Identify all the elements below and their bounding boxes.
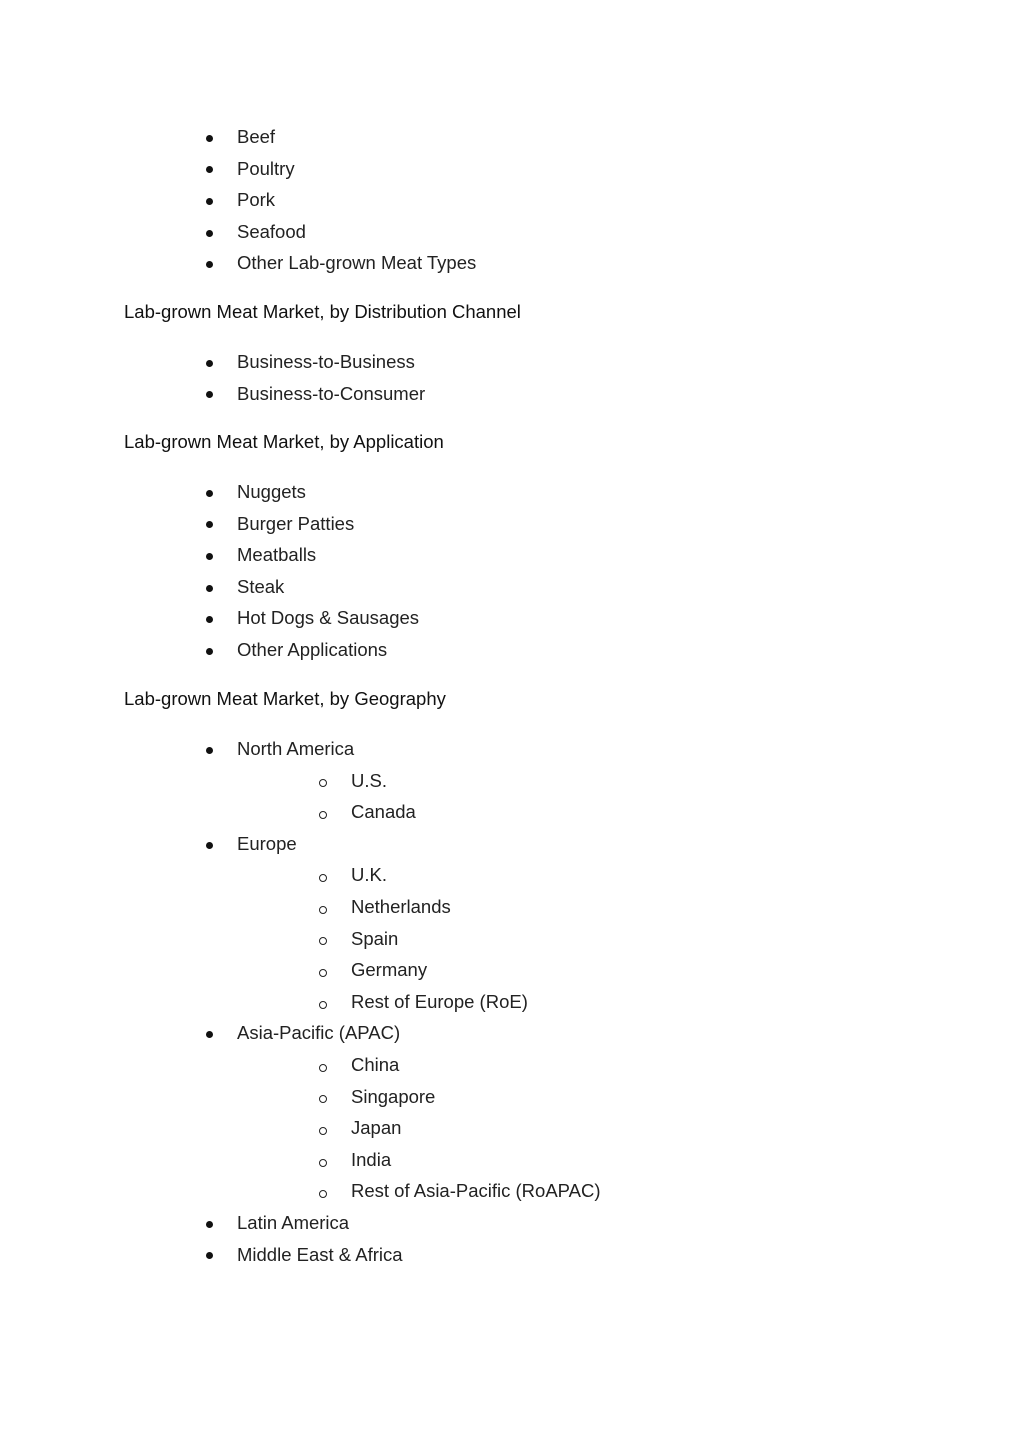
list-item	[0, 828, 1023, 1018]
hollow-bullet-icon	[319, 874, 327, 882]
hollow-bullet-icon	[319, 811, 327, 819]
bullet-icon	[206, 1252, 213, 1259]
country-item: Rest of Asia-Pacific (RoAPAC)	[0, 1175, 1023, 1207]
geography-list	[0, 733, 1023, 1270]
bullet-icon	[206, 648, 213, 655]
country-item: Japan	[0, 1112, 1023, 1144]
distribution-channel-list	[0, 346, 1023, 409]
country-item: China	[0, 1049, 1023, 1081]
hollow-bullet-icon	[319, 937, 327, 945]
country-item: U.K.	[0, 859, 1023, 891]
country-list	[0, 765, 1023, 828]
section-heading-geography: Lab-grown Meat Market, by Geography	[124, 688, 446, 709]
country-item: Rest of Europe (RoE)	[0, 986, 1023, 1018]
bullet-icon	[206, 391, 213, 398]
list-item: Hot Dogs & Sausages	[0, 602, 1023, 634]
country-item: India	[0, 1144, 1023, 1176]
country-list	[0, 1049, 1023, 1207]
bullet-icon	[206, 1031, 213, 1038]
country-item: Canada	[0, 796, 1023, 828]
hollow-bullet-icon	[319, 1064, 327, 1072]
hollow-bullet-icon	[319, 1159, 327, 1167]
list-item: Poultry	[0, 153, 1023, 185]
section-heading-distribution-channel: Lab-grown Meat Market, by Distribution Channel	[124, 301, 521, 322]
bullet-icon	[206, 261, 213, 268]
application-list	[0, 476, 1023, 666]
bullet-icon	[206, 198, 213, 205]
meat-type-list	[0, 121, 1023, 279]
list-item	[0, 1017, 1023, 1207]
list-item: Other Lab-grown Meat Types	[0, 247, 1023, 279]
bullet-icon	[206, 521, 213, 528]
country-list	[0, 859, 1023, 1017]
bullet-icon	[206, 230, 213, 237]
bullet-icon	[206, 1221, 213, 1228]
bullet-icon	[206, 747, 213, 754]
region-row: Asia-Pacific (APAC)	[0, 1017, 1023, 1049]
country-item: Spain	[0, 923, 1023, 955]
hollow-bullet-icon	[319, 969, 327, 977]
hollow-bullet-icon	[319, 1190, 327, 1198]
bullet-icon	[206, 490, 213, 497]
hollow-bullet-icon	[319, 1095, 327, 1103]
list-item: Steak	[0, 571, 1023, 603]
region-row: North America	[0, 733, 1023, 765]
country-item: Germany	[0, 954, 1023, 986]
hollow-bullet-icon	[319, 1127, 327, 1135]
bullet-icon	[206, 135, 213, 142]
list-item: Business-to-Business	[0, 346, 1023, 378]
list-item: Seafood	[0, 216, 1023, 248]
list-item: Meatballs	[0, 539, 1023, 571]
hollow-bullet-icon	[319, 906, 327, 914]
meat-type-list-block	[0, 121, 1023, 279]
bullet-icon	[206, 360, 213, 367]
hollow-bullet-icon	[319, 1001, 327, 1009]
section-heading-application: Lab-grown Meat Market, by Application	[124, 431, 444, 452]
bullet-icon	[206, 842, 213, 849]
bullet-icon	[206, 616, 213, 623]
country-item: Netherlands	[0, 891, 1023, 923]
bullet-icon	[206, 585, 213, 592]
hollow-bullet-icon	[319, 779, 327, 787]
list-item: Other Applications	[0, 634, 1023, 666]
region-row: Europe	[0, 828, 1023, 860]
country-item: U.S.	[0, 765, 1023, 797]
list-item: Nuggets	[0, 476, 1023, 508]
geography-list-block	[0, 733, 1023, 1270]
list-item: Business-to-Consumer	[0, 378, 1023, 410]
application-list-block	[0, 476, 1023, 666]
list-item: Beef	[0, 121, 1023, 153]
list-item: Pork	[0, 184, 1023, 216]
country-item: Singapore	[0, 1081, 1023, 1113]
bullet-icon	[206, 553, 213, 560]
bullet-icon	[206, 166, 213, 173]
list-item	[0, 733, 1023, 828]
distribution-channel-list-block	[0, 346, 1023, 409]
list-item: Middle East & Africa	[0, 1239, 1023, 1271]
list-item: Latin America	[0, 1207, 1023, 1239]
list-item: Burger Patties	[0, 508, 1023, 540]
